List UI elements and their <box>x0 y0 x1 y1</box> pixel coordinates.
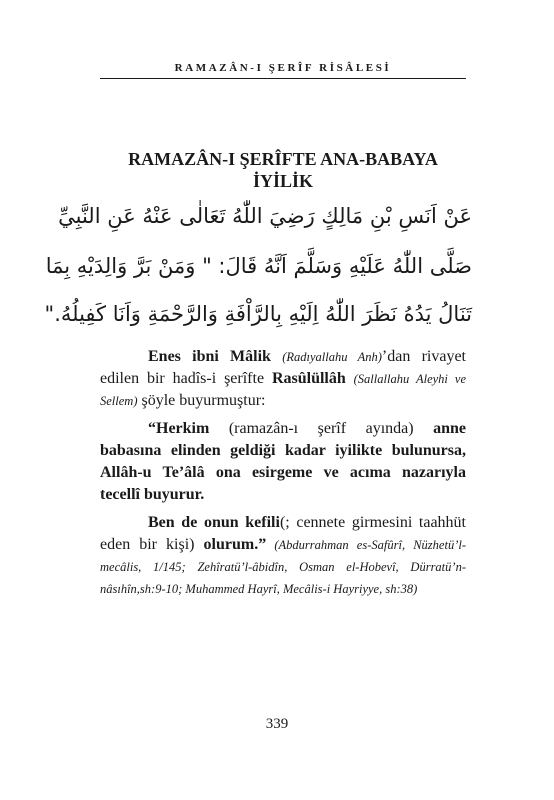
prophet-name: Rasûlüllâh <box>271 370 346 387</box>
hadith-bold-1: “Herkim <box>148 420 210 437</box>
hadith-bold-2: anne babasına elinden geldiği kadar iyilikte bulunursa, Allâh-u Te’âlâ ona esirgeme ve acıma nazarıyla tecellî buyurur. <box>100 420 466 503</box>
arabic-hadith-line-3: تَنَالُ يَدُهُ نَظَرَ اللّٰهُ اِلَيْهِ بِالرَّاْفَةِ وَالرَّحْمَةِ وَاَنَا كَفِيلُهُ." <box>44 302 472 326</box>
hadith-plain-1: (ramazân-ı şerîf ayında) <box>209 420 434 437</box>
prophet-blessing: (Sallallahu Aleyhi ve Sellem) <box>100 372 467 408</box>
guarantee-bold-1: Ben de onun kefili <box>148 514 280 531</box>
source-citations: (Abdurrahman es-Safûrî, Nüzhetü’l-mecâlis, 1/145; Zehîratü’l-âbidîn, Osman el-Hobevî, Dürratü’n-nâsıhîn,sh:9-10; Muhammed Hayrî, Mecâlis-i Hayriyye, sh:38) <box>100 538 466 596</box>
paragraph-narration <box>100 346 466 412</box>
running-header: RAMAZÂN-I ŞERÎF RİSÂLESİ <box>174 62 392 74</box>
guarantee-bold-2: olurum.” <box>203 536 267 553</box>
header-rule <box>100 78 466 79</box>
arabic-hadith-line-1: عَنْ اَنَسِ بْنِ مَالِكٍ رَضِيَ اللّٰهُ تَعَالٰى عَنْهُ عَنِ النَّبِيِّ <box>58 204 472 228</box>
narrator-blessing: (Radıyallahu Anh) <box>282 350 382 364</box>
body-text <box>100 346 466 600</box>
page-number: 339 <box>265 716 289 732</box>
chapter-title <box>60 148 506 192</box>
arabic-hadith-line-2: صَلَّى اللّٰهُ عَلَيْهِ وَسَلَّمَ اَنَّهُ قَالَ: " وَمَنْ بَرَّ وَالِدَيْهِ بِمَا <box>45 254 472 278</box>
narration-text-2: şöyle buyurmuştur: <box>137 392 266 409</box>
chapter-title-line-2: İYİLİK <box>252 171 314 191</box>
chapter-title-line-1: RAMAZÂN-I ŞERÎFTE ANA-BABAYA <box>128 149 438 169</box>
narration-text-1: ’dan rivayet edilen bir hadîs-i şerîfte <box>100 348 466 387</box>
paragraph-guarantee <box>100 512 466 600</box>
narrator-name: Enes ibni Mâlik <box>148 348 271 365</box>
paragraph-hadith-translation <box>100 418 466 506</box>
guarantee-plain-1: (; cennete girmesini taahhüt eden bir kişi) <box>100 514 467 553</box>
